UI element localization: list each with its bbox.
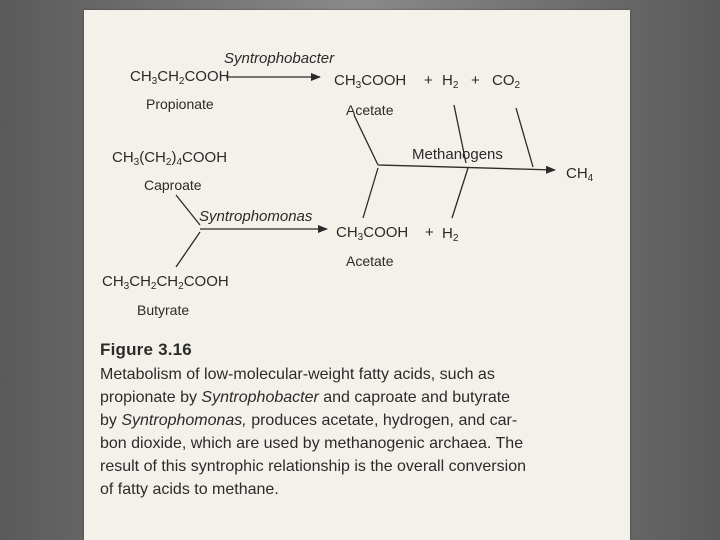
butyrate-formula: $CH_3CH_2CH_2COOH$ (102, 273, 229, 292)
acetate-top-line (354, 115, 378, 165)
syntrophomonas-label: Syntrophomonas (199, 208, 313, 225)
caption-line: by Syntrophomonas, produces acetate, hydrogen, and car- (100, 412, 518, 429)
syntrophobacter-label: Syntrophobacter (224, 50, 335, 67)
co2-line (516, 108, 533, 167)
plus-sign: + (425, 224, 434, 241)
propionate-formula: $CH_3CH_2COOH$ (130, 68, 230, 87)
acetate-bottom-formula: $CH_3COOH$ (336, 224, 409, 243)
caproate-branch (176, 195, 200, 225)
methanogens-main-arrow (378, 165, 555, 170)
caproate-name: Caproate (144, 177, 202, 193)
h2-bottom-line (452, 168, 468, 218)
caption-line: result of this syntrophic relationship is the overall conversion (100, 458, 526, 475)
propionate-name: Propionate (146, 96, 214, 112)
butyrate-name: Butyrate (137, 302, 190, 318)
figure-caption (100, 340, 620, 501)
plus-sign: + (424, 72, 433, 89)
acetate-bottom-name: Acetate (346, 253, 394, 269)
acetate-top-formula: $CH_3COOH$ (334, 72, 407, 91)
methanogens-label: Methanogens (412, 146, 503, 163)
acetate-top-name: Acetate (346, 102, 394, 118)
h2-bottom-formula: $H_2$ (442, 225, 459, 244)
acetate-bottom-line (363, 168, 378, 218)
caption-line: Metabolism of low-molecular-weight fatty acids, such as (100, 366, 495, 383)
textbook-page (84, 10, 630, 540)
plus-sign: + (471, 72, 480, 89)
caption-line: propionate by Syntrophobacter and caproate and butyrate (100, 389, 511, 406)
caption-line: bon dioxide, which are used by methanogenic archaea. The (100, 435, 524, 452)
figure-title: Figure 3.16 (100, 340, 192, 359)
co2-formula: $CO_2$ (492, 72, 521, 91)
h2-top-formula: $H_2$ (442, 72, 459, 91)
methane-formula: $CH_4$ (566, 165, 594, 184)
butyrate-branch (176, 232, 200, 267)
caption-line: of fatty acids to methane. (100, 481, 279, 498)
caproate-formula: $CH_3(CH_2)_4COOH$ (112, 149, 228, 168)
